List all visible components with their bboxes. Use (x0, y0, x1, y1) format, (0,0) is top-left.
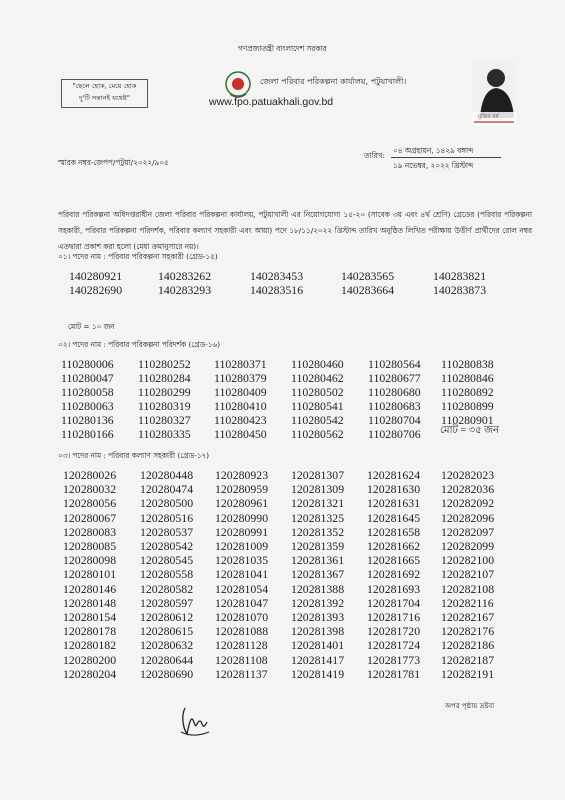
roll-number: 110280892 (441, 385, 494, 399)
roll-number: 120281692 (367, 567, 421, 582)
roll-number: 110280409 (214, 385, 267, 399)
roll-number: 120280961 (215, 496, 269, 511)
roll-number: 110280335 (138, 427, 191, 441)
roll-number: 120281630 (367, 482, 421, 497)
roll-number: 120280545 (140, 553, 194, 568)
roll-number: 120281693 (367, 581, 421, 596)
roll-number: 120281325 (291, 510, 345, 525)
roll-number: 120281631 (367, 496, 421, 511)
roll-number: 120281392 (291, 595, 345, 610)
roll-number: 110280379 (214, 371, 267, 385)
roll-number: 120281773 (367, 652, 421, 667)
roll-number: 140283516 (250, 283, 304, 297)
roll-number: 120281367 (291, 567, 345, 582)
roll-number: 110280063 (61, 399, 114, 413)
roll-number: 110280562 (291, 427, 344, 441)
roll-number: 120282100 (441, 553, 495, 568)
roll-number: 120282092 (441, 496, 495, 511)
roll-number: 120280644 (140, 652, 194, 667)
memo-number: স্মারক নম্বর-জেপপ/পটুয়া/২০২২/৯০৫ (58, 158, 169, 167)
government-name: গণপ্রজাতন্ত্রী বাংলাদেশ সরকার (238, 44, 327, 53)
roll-number: 120280615 (140, 624, 194, 639)
roll-number: 110280047 (61, 371, 114, 385)
roll-number: 120280182 (63, 638, 117, 653)
roll-number: 140280921 (69, 269, 123, 283)
date-english: ১৯ নভেম্বর, ২০২২ খ্রিস্টাব্দ (393, 161, 474, 170)
roll-number: 120281393 (291, 610, 345, 624)
roll-number: 120282097 (441, 524, 495, 539)
roll-number: 120280056 (63, 496, 117, 511)
roll-number: 120281009 (215, 539, 269, 553)
roll-number: 110280838 (441, 357, 494, 371)
roll-number: 110280899 (441, 399, 494, 413)
roll-number: 120280597 (140, 595, 194, 610)
roll-number: 120280154 (63, 610, 117, 624)
roll-number: 120281035 (215, 553, 269, 568)
roll-number: 110280680 (368, 385, 421, 399)
continued-note: অপর পৃষ্ঠায় দ্রষ্টব্য (445, 702, 495, 710)
roll-number: 110280502 (291, 385, 344, 399)
roll-number: 120280098 (63, 553, 117, 568)
office-name: জেলা পরিবার পরিকল্পনা কার্যালয়, পটুয়াখালী। (260, 77, 407, 86)
roll-number: 120282107 (441, 567, 495, 582)
roll-number: 110280371 (214, 357, 267, 371)
roll-number: 120280558 (140, 567, 194, 582)
roll-number: 120281704 (367, 595, 421, 610)
roll-number: 140283664 (341, 283, 395, 297)
roll-number: 120282108 (441, 581, 495, 596)
roll-number: 110280450 (214, 427, 267, 441)
roll-number: 120280959 (215, 482, 269, 497)
roll-number: 120281417 (291, 652, 345, 667)
roll-number: 120280083 (63, 524, 117, 539)
signature-image (175, 702, 215, 740)
roll-number: 110280683 (368, 399, 421, 413)
roll-number: 120280500 (140, 496, 194, 511)
website-link[interactable]: www.fpo.patuakhali.gov.bd (209, 96, 334, 108)
roll-number: 120281321 (291, 496, 345, 511)
roll-number: 110280284 (138, 371, 191, 385)
roll-number: 110280677 (368, 371, 421, 385)
roll-number: 120280990 (215, 510, 269, 525)
roll-number: 120280085 (63, 539, 117, 553)
roll-number: 120281047 (215, 595, 269, 610)
roll-number: 110280706 (368, 427, 421, 441)
section-2-total: মোট = ৩৫ জন (440, 425, 500, 436)
roll-number: 140282690 (69, 283, 123, 297)
roll-number: 120280448 (140, 468, 194, 482)
roll-number: 120281401 (291, 638, 345, 653)
roll-number: 110280410 (214, 399, 267, 413)
roll-number: 120281359 (291, 539, 345, 553)
roll-number: 120281307 (291, 468, 345, 482)
roll-number: 110280136 (61, 413, 114, 427)
roll-number: 120280067 (63, 510, 117, 525)
roll-number: 120281309 (291, 482, 345, 497)
section-2-heading: ০২। পদের নাম : পরিবার পরিকল্পনা পরিদর্শক (গ্রেড-১৬) (58, 340, 221, 349)
roll-number: 110280327 (138, 413, 191, 427)
roll-number: 120280032 (63, 482, 117, 497)
roll-number: 120282191 (441, 666, 495, 681)
roll-number: 120280204 (63, 666, 117, 681)
roll-number: 120280148 (63, 595, 117, 610)
roll-number: 120282023 (441, 468, 495, 482)
slogan-line-2: দু'টি সন্তানই যথেষ্ট" (79, 94, 130, 102)
slogan-box (61, 79, 148, 108)
roll-number: 120281781 (367, 666, 421, 681)
roll-number: 120280101 (63, 567, 117, 582)
roll-number: 140283873 (433, 283, 487, 297)
roll-number: 110280166 (61, 427, 114, 441)
roll-number: 120282186 (441, 638, 495, 653)
roll-number: 110280006 (61, 357, 114, 371)
roll-number: 120282099 (441, 539, 495, 553)
roll-number: 120280516 (140, 510, 194, 525)
roll-number: 120280178 (63, 624, 117, 639)
portrait-caption: মুজিব বর্ষ (478, 114, 499, 120)
roll-number: 120280632 (140, 638, 194, 653)
roll-number: 120280612 (140, 610, 194, 624)
roll-number: 140283262 (158, 269, 212, 283)
roll-number: 120280923 (215, 468, 269, 482)
roll-number: 120280690 (140, 666, 194, 681)
section-3-heading: ০৩। পদের নাম : পরিবার কল্যাণ সহকারী (গ্রেড-১৭) (58, 451, 210, 460)
section-1-total: মোট = ১০ জন (68, 322, 115, 331)
roll-number: 120281070 (215, 610, 269, 624)
roll-number: 120281665 (367, 553, 421, 568)
roll-number: 110280462 (291, 371, 344, 385)
roll-number: 120282167 (441, 610, 495, 624)
roll-number: 120281716 (367, 610, 421, 624)
slogan-line-1: "ছেলে হোক, মেয়ে হোক (72, 82, 137, 90)
roll-number: 120281361 (291, 553, 345, 568)
roll-number: 110280058 (61, 385, 114, 399)
roll-number: 110280319 (138, 399, 191, 413)
roll-number: 120282096 (441, 510, 495, 525)
roll-number: 120280991 (215, 524, 269, 539)
roll-number: 120282116 (441, 595, 494, 610)
roll-number: 110280541 (291, 399, 344, 413)
roll-number: 120281645 (367, 510, 421, 525)
roll-number: 110280846 (441, 371, 494, 385)
roll-number: 120281041 (215, 567, 269, 582)
date-label: তারিখ: (364, 151, 385, 160)
section-1-heading: ০১। পদের নাম : পরিবার পরিকল্পনা সহকারী (গ্রেড-১৫) (58, 252, 218, 261)
date-bangla: ০৪ অগ্রহায়ন, ১৪২৯ বঙ্গাব্দ (393, 146, 474, 155)
roll-number: 120281658 (367, 524, 421, 539)
roll-number: 120281108 (215, 652, 268, 667)
roll-number: 120280582 (140, 581, 194, 596)
notice-paragraph: পরিবার পরিকল্পনা অধিদপ্তরাধীন জেলা পরিবার পরিকল্পনা কার্যালয়, পটুয়াখালী এর নিয়োগযোগ্য ১৫-২০ (সাবেক ৩য় এবং ৪র্থ শ্রেণি) গ্রেডের (পরিবার পরিকল্পনা সহকারী, পরিবার পরিকল্পনা পরিদর্শক, পরিবার কল্যাণ সহকারী এবং আয়া) পদে ১৮/১১/২০২২ খ্রিস্টাব্দ তারিখ অনুষ্ঠিত লিখিত পরীক্ষায় উত্তীর্ণ প্রার্থীদের রোল নম্বর এতদ্বারা প্রকাশ করা হলো (মেধা ক্রমানুসারে নয়)। (58, 210, 532, 251)
roll-number: 120282036 (441, 482, 495, 497)
roll-number: 140283565 (341, 269, 395, 283)
roll-number: 140283453 (250, 269, 304, 283)
roll-number: 120281662 (367, 539, 421, 553)
roll-number: 110280901 (441, 413, 494, 427)
roll-number: 120281352 (291, 524, 345, 539)
roll-number: 140283293 (158, 283, 212, 297)
roll-number: 110280564 (368, 357, 421, 371)
roll-number: 110280460 (291, 357, 344, 371)
roll-number: 120280026 (63, 468, 117, 482)
roll-number: 120280200 (63, 652, 117, 667)
roll-number: 120280537 (140, 524, 194, 539)
roll-number: 110280542 (291, 413, 344, 427)
roll-number: 110280704 (368, 413, 421, 427)
roll-number: 110280252 (138, 357, 191, 371)
roll-number: 120280542 (140, 539, 194, 553)
roll-number: 120281388 (291, 581, 345, 596)
roll-number: 120281724 (367, 638, 421, 653)
roll-number: 120280146 (63, 581, 117, 596)
roll-number: 120282176 (441, 624, 495, 639)
roll-number: 110280299 (138, 385, 191, 399)
roll-number: 120281720 (367, 624, 421, 639)
roll-number: 120280474 (140, 482, 194, 497)
roll-number: 120281419 (291, 666, 345, 681)
roll-number: 120281398 (291, 624, 345, 639)
roll-number: 120281137 (215, 666, 268, 681)
roll-number: 120281054 (215, 581, 269, 596)
roll-number: 120281624 (367, 468, 421, 482)
date-divider (391, 157, 501, 158)
roll-number: 110280423 (214, 413, 267, 427)
roll-number: 120281128 (215, 638, 268, 653)
roll-number: 140283821 (433, 269, 487, 283)
roll-number: 120281088 (215, 624, 269, 639)
roll-number: 120282187 (441, 652, 495, 667)
